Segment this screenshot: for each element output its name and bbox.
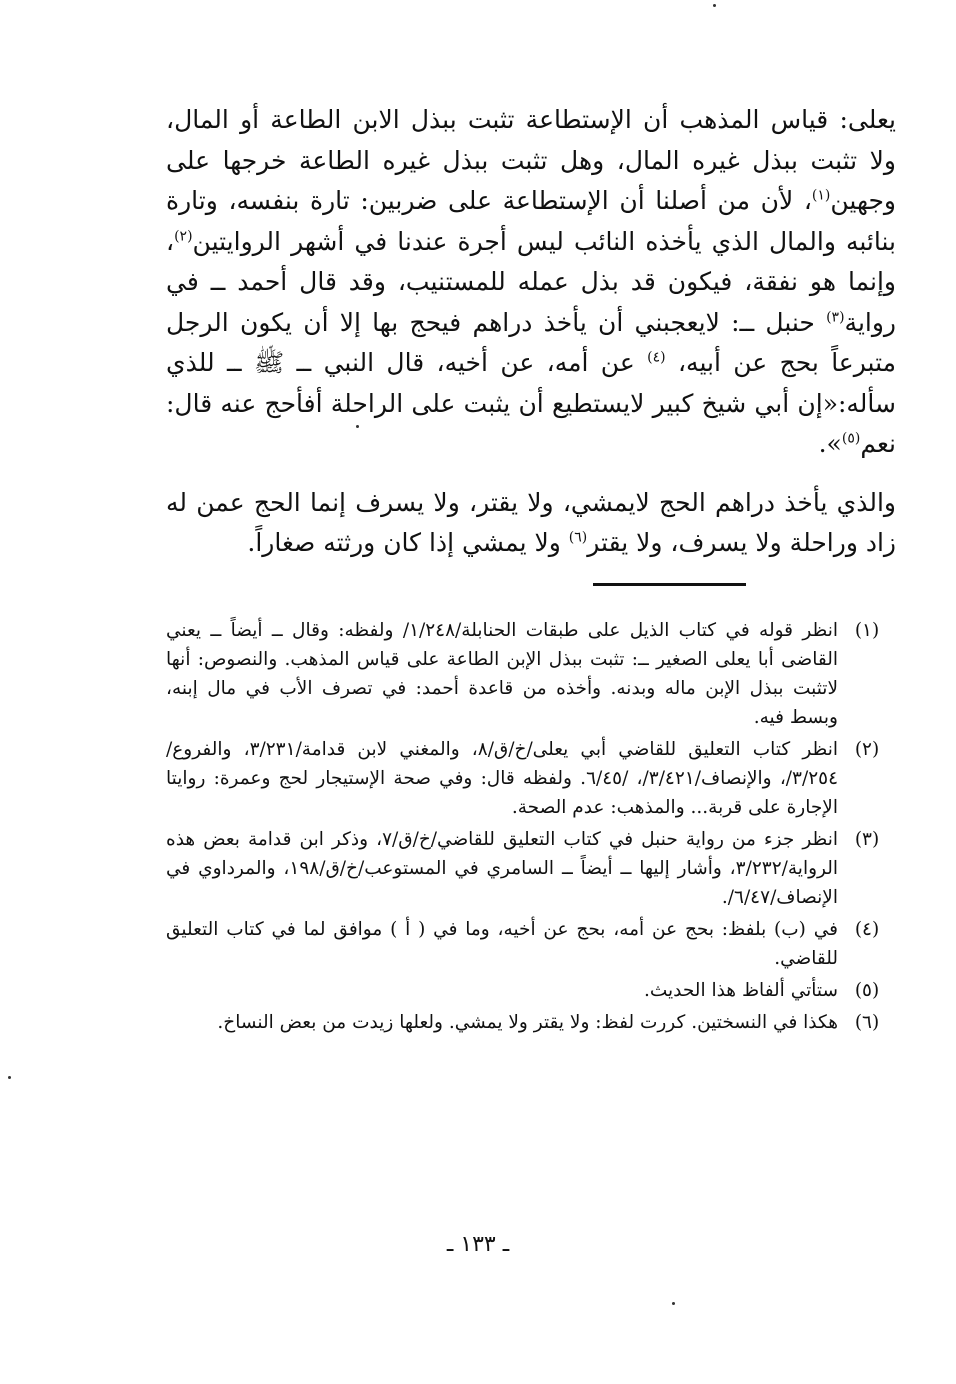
footnote-text: هكذا في النسختين. كررت لفظ: ولا يقتر ولا يمشي. ولعلها زيدت من بعض النساخ.	[217, 1012, 838, 1033]
scan-speck	[8, 1076, 11, 1079]
footnote-number: (٦)	[854, 1012, 880, 1033]
footnote	[166, 735, 896, 822]
main-paragraph-2: والذي يأخذ دراهم الحج لايمشي، ولا يقتر، ولا يسرف إنما الحج عمن له زاد وراحلة ولا يسرف، ولا يقتر$^{(٦)}$ ولا يمشي إذا كان ورثته صغاراً.	[166, 487, 896, 557]
footnote	[166, 616, 896, 732]
scan-speck	[356, 425, 359, 428]
page-number: ـ ١٣٣ ـ	[446, 1232, 510, 1257]
main-text	[166, 100, 896, 564]
main-paragraph-1: يعلى: قياس المذهب أن الإستطاعة تثبت ببذل الابن الطاعة أو المال، ولا تثبت ببذل غيره المال، وهل تثبت ببذل غيره الطاعة خرجها على وجهين$^{(١)}$، لأن من أصلنا أن الإستطاعة على ضربين: تارة بنفسه، وتارة بنائبه والمال الذي يأخذه النائب ليس أجرة عندنا في أشهر الروايتين$^{(٢)}$، وإنما هو نفقة، فيكون قد بذل عمله للمستنيب، وقد قال أحمد ــ في رواية$^{(٣)}$ حنبل ــ: لايعجبني أن يأخذ دراهم فيحج بها إلا أن يكون الرجل متبرعاً بحج عن أبيه، $^{(٤)}$ عن أمه، عن أخيه، قال النبي ــ ﷺ ــ للذي سأله:«إن أبي شيخ كبير لايستطيع أن يثبت على الراحلة أفأحج عنه قال: نعم$^{(٥)}$».	[166, 105, 897, 458]
scan-speck	[713, 4, 716, 7]
footnote-text: انظر قوله في كتاب الذيل على طبقات الحنابلة/١/٢٤٨/ ولفظه: وقال ــ أيضاً ــ يعني القاضى أبا يعلى الصغير ــ: تثبت ببذل الإبن الطاعة على قياس المذهب. والنصوص: أنها لاتثبت ببذل الإبن ماله وبدنه. وأخذه من قاعدة أحمد: في تصرف الأب في مال إبنه، وبسط فيه.	[166, 620, 839, 728]
footnote-marker: (٢)	[174, 228, 193, 245]
scan-speck	[672, 1302, 675, 1305]
footnote-number: (٥)	[854, 980, 880, 1001]
footnote	[166, 915, 896, 973]
footnote-number: (٢)	[854, 739, 880, 760]
footnote	[166, 976, 896, 1005]
footnote-number: (١)	[854, 620, 880, 641]
footnote-number: (٤)	[854, 919, 880, 940]
footnote-marker: (٥)	[841, 430, 861, 447]
footnote-text: ستأتي ألفاظ هذا الحديث.	[643, 980, 838, 1001]
footnote-text: في (ب) بلفظ: بحج عن أمه، بحج عن أخيه، وما في ( أ ) موافق لما في كتاب التعليق للقاضي.	[166, 919, 838, 969]
footnote-marker: (١)	[811, 187, 831, 204]
footnote-text: انظر جزء من رواية حنبل في كتاب التعليق للقاضي/خ/ق/٧، وذكر ابن قدامة بعض هذه الرواية/٣/٢٣٢، وأشار إليها ــ أيضاً ــ السامري في المستوعب/خ/ق/١٩٨، والمرداوي في الإنصاف/٦/٤٧/.	[166, 829, 838, 908]
footnote-marker: (٣)	[826, 309, 845, 326]
footnote	[166, 825, 896, 912]
footnote-separator	[593, 583, 746, 586]
footnote	[166, 1008, 896, 1037]
footnote-number: (٣)	[854, 829, 880, 850]
footnote-marker: (٦)	[568, 529, 588, 546]
footnote-text: انظر كتاب التعليق للقاضي أبي يعلى/خ/ق/٨، والمغني لابن قدامة/٣/٢٣١، والفروع/٣/٢٥٤/، والإنصاف/٣/٤٢١/، /٦/٤٥. ولفظه قال: وفي صحة الإستيجار لحج وعمرة: روايتا الإجارة على قربة... والمذهب: عدم الصحة.	[166, 739, 839, 818]
footnote-marker: (٤)	[647, 349, 666, 366]
footnotes	[166, 616, 896, 1040]
